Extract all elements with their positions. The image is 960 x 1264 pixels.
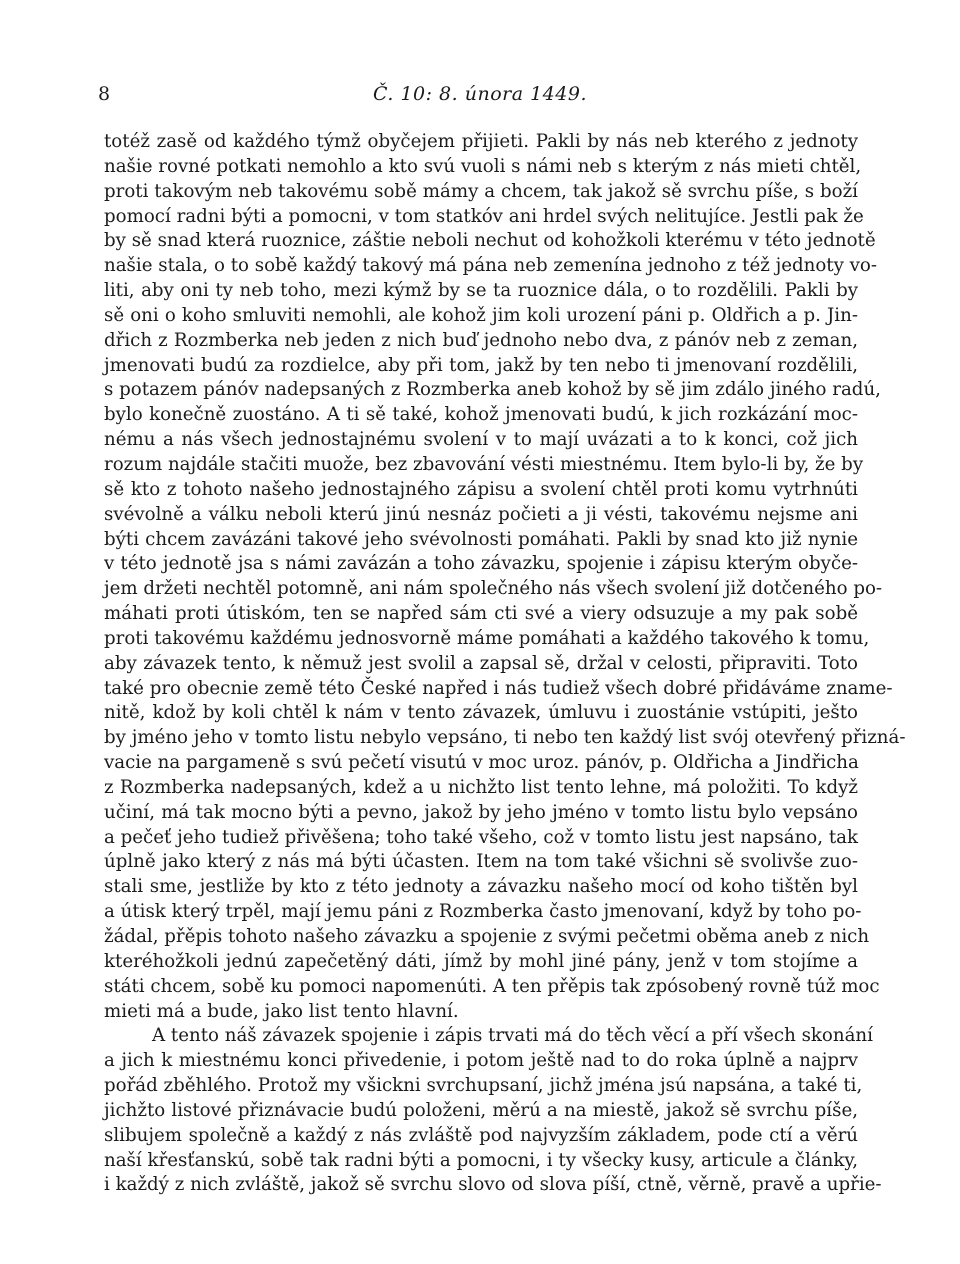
page-header xyxy=(98,82,862,110)
text-line: máhati proti útiskóm, ten se napřed sám cti své a viery odsuzuje a my pak sobě xyxy=(104,603,858,625)
text-line: liti, aby oni ty neb toho, mezi kýmž by se ta ruoznice dála, o to rozdělili. Pakli by xyxy=(104,280,858,302)
body-text xyxy=(104,130,906,1198)
text-line: dřich z Rozmberka neb jeden z nich buď jednoho nebo dva, z pánóv neb z zeman, xyxy=(104,329,858,351)
text-line: naší křesťanskú, sobě tak radni býti a pomocni, i ty všecky kusy, articule a články, xyxy=(104,1149,858,1171)
text-line: proti takovému každému jednosvorně máme pomáhati a každého takového k tomu, xyxy=(104,627,870,649)
text-line: úplně jako který z nás má býti účasten. Item na tom také všichni sě svolivše zuo- xyxy=(104,851,858,873)
text-line: a jich k miestnému konci přivedenie, i potom ještě nad to do roka úplně a najprv xyxy=(104,1050,858,1072)
text-line: by jméno jeho v tomto listu nebylo vepsáno, ti nebo ten každý list svój otevřený přizná- xyxy=(104,727,906,749)
text-line: sě kto z tohoto našeho jednostajného zápisu a svolení chtěl proti komu vytrhnúti xyxy=(104,478,858,500)
text-line: v této jednotě jsa s námi zavázán a toho závazku, spojenie i zápisu kterým obyče- xyxy=(104,553,858,575)
text-line: proti takovým neb takovému sobě mámy a chcem, tak jakož sě svrchu píše, s boží xyxy=(104,180,858,202)
text-line: rozum najdále stačiti muože, bez zbavování vésti miestnému. Item bylo-li by, že by xyxy=(104,453,864,475)
text-line: jichžto listové přiznávacie budú položeni, měrú a na miestě, jakož sě svrchu píše, xyxy=(104,1099,858,1121)
text-line: žádal, přěpis tohoto našeho závazku a spojenie z svými pečetmi oběma aneb z nich xyxy=(104,926,870,947)
running-head: Č. 10: 8. února 1449. xyxy=(373,83,587,105)
text-line: slibujem společně a každý z nás zvláště pod najvyzším základem, pode ctí a věrú xyxy=(104,1124,858,1146)
text-line: učiní, má tak mocno býti a pevno, jakož by jeho jméno v tomto listu bylo vepsáno xyxy=(104,801,858,823)
text-line: i každý z nich zvláště, jakož sě svrchu slovo od slova píší, ctně, věrně, pravě a upřie- xyxy=(104,1174,882,1196)
text-line: sě oni o koho smluviti nemohli, ale kohož jim koli urození páni p. Oldřich a p. Jin- xyxy=(104,304,858,326)
text-line: také pro obecnie země této České napřed i nás tudiež všech dobré přidáváme zname- xyxy=(104,677,893,699)
text-line: býti chcem zavázáni takové jeho svévolnosti pomáhati. Pakli by snad kto již nynie xyxy=(104,528,858,550)
text-line: a pečeť jeho tudiež přivěšena; toho také všeho, což v tomto listu jest napsáno, tak xyxy=(104,826,858,848)
text-line: pořád zběhlého. Protož my všickni svrchupsaní, jichž jména jsú napsána, a také ti, xyxy=(104,1075,863,1097)
text-line: a útisk který trpěl, mají jemu páni z Rozmberka často jmenovaní, když by toho po- xyxy=(104,901,862,923)
text-line: státi chcem, sobě ku pomoci napomenúti. A ten přěpis tak zpósobený rovně túž moc xyxy=(104,975,880,997)
text-line: totéž zasě od každého týmž obyčejem přijieti. Pakli by nás neb kterého z jednoty xyxy=(104,131,858,152)
text-line: z Rozmberka nadepsaných, kdež a u nichžto list tento lehne, má položiti. To když xyxy=(104,776,858,798)
text-line: s potazem pánóv nadepsaných z Rozmberka aneb kohož by sě jim zdálo jiného radú, xyxy=(104,379,881,401)
text-line: mieti má a bude, jako list tento hlavní. xyxy=(104,1000,459,1022)
text-line: by sě snad která ruoznice, záštie neboli nechut od kohožkoli kterému v této jednotě xyxy=(104,230,876,252)
text-line: bylo konečně zuostáno. A ti sě také, kohož jmenovati budú, k jich rozkázání moc- xyxy=(104,404,858,426)
text-line: svévolně a válku neboli kterú jinú nesnáz počieti a ji vésti, takovému nejsme ani xyxy=(104,503,858,525)
text-line: vacie na pargameně s svú pečetí visutú v moc uroz. pánóv, p. Oldřicha a Jindřicha xyxy=(104,752,859,774)
paragraph xyxy=(104,130,906,1024)
text-line: pomocí radni býti a pomocni, v tom statkóv ani hrdel svých nelitujíce. Jestli pak že xyxy=(104,205,864,227)
text-line: A tento náš závazek spojenie i zápis trvati má do těch věcí a pří všech skonání xyxy=(152,1025,873,1047)
text-line: aby závazek tento, k němuž jest svolil a zapsal sě, držal v celosti, připraviti. Toto xyxy=(104,652,858,674)
text-line: stali sme, jestližе by kto z této jednoty a závazku našeho mocí od koho tištěn byl xyxy=(104,876,858,898)
page-number: 8 xyxy=(98,83,111,105)
paragraph xyxy=(104,1024,882,1198)
text-line: nému a nás všech jednostajnému svolení v to mají uvázati a to k konci, což jich xyxy=(104,429,858,451)
text-line: našie rovné potkati nemohlo a kto svú vuoli s námi neb s kterým z nás mieti chtěl, xyxy=(104,155,862,177)
text-line: nitě, kdož by koli chtěl k nám v tento závazek, úmluvu i zuostánie vstúpiti, ješto xyxy=(104,702,858,724)
text-line: jmenovati budú za rozdielce, aby při tom, jakž by ten nebo ti jmenovaní rozdělili, xyxy=(104,354,858,376)
text-line: kteréhožkoli jednú zapečetěný dáti, jímž by mohl jiné pány, jenž v tom stojíme a xyxy=(104,950,858,972)
text-line: našie stala, o to sobě každý takový má pána neb zemenína jednoho z též jednoty vo- xyxy=(104,255,878,277)
text-line: jem držeti nechtěl potomně, ani nám společného nás všech svolení již dotčeného po- xyxy=(104,578,883,600)
